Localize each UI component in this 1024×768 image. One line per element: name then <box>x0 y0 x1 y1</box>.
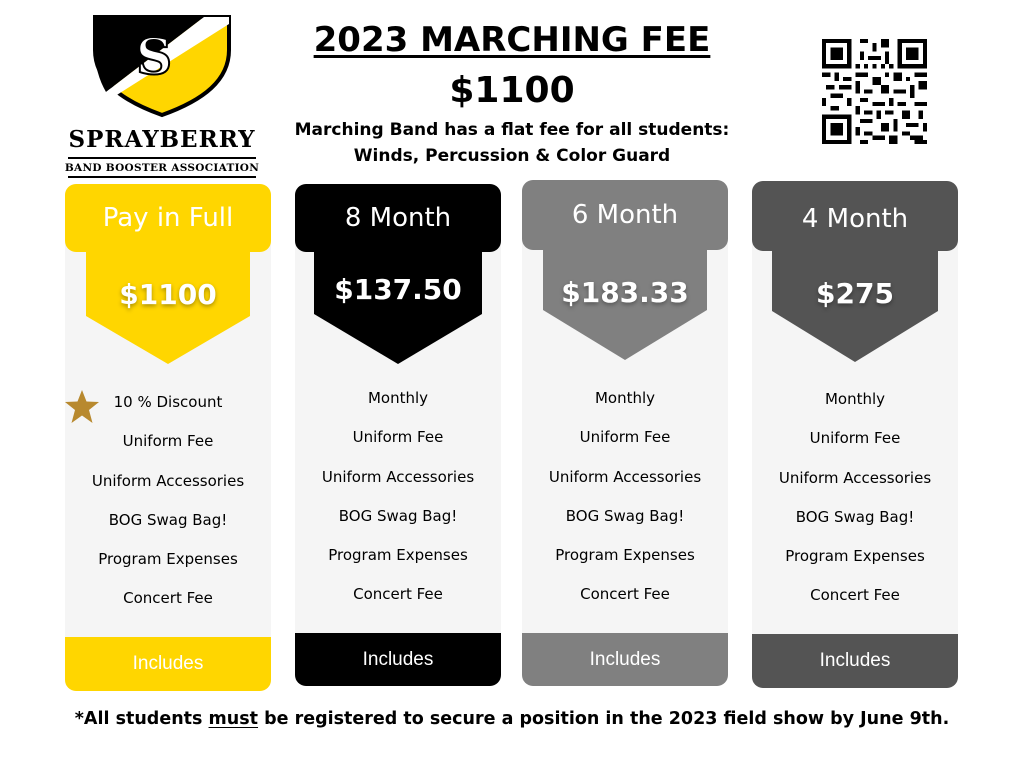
star-icon <box>63 388 101 426</box>
feature-item: Monthly <box>367 389 429 407</box>
price-pennant <box>65 184 271 369</box>
feature-item: Uniform Fee <box>579 428 671 447</box>
fee-description-line2: Winds, Percussion & Color Guard <box>353 146 671 166</box>
feature-list <box>522 388 728 624</box>
footnote-start: *All students <box>74 709 209 729</box>
logo-divider-bottom <box>68 176 256 178</box>
plan-card-4-month <box>752 181 958 688</box>
plan-title: 6 Month <box>522 180 728 250</box>
includes-label: Includes <box>522 633 728 686</box>
includes-label: Includes <box>752 634 958 688</box>
includes-label: Includes <box>295 633 501 686</box>
feature-item: BOG Swag Bag! <box>338 506 458 525</box>
price-pennant <box>522 180 728 365</box>
feature-item: Uniform Fee <box>809 429 901 448</box>
feature-item: Program Expenses <box>555 546 695 565</box>
total-fee: $1100 <box>449 70 575 111</box>
feature-item: 10 % Discount <box>113 393 223 411</box>
feature-list <box>295 388 501 624</box>
feature-item: BOG Swag Bag! <box>108 510 228 529</box>
plan-title: 8 Month <box>295 184 501 252</box>
feature-item: BOG Swag Bag! <box>795 507 915 526</box>
feature-item: Uniform Fee <box>352 428 444 447</box>
feature-item: Uniform Accessories <box>778 468 932 487</box>
logo-name: SPRAYBERRY <box>68 126 256 153</box>
emblem-letter: S <box>135 27 173 86</box>
feature-item: Concert Fee <box>810 586 900 605</box>
feature-item: Monthly <box>824 390 886 408</box>
feature-item: BOG Swag Bag! <box>565 506 685 525</box>
logo-divider <box>68 157 256 159</box>
feature-item: Program Expenses <box>785 547 925 566</box>
feature-item: Uniform Fee <box>122 432 214 451</box>
plan-price: $1100 <box>119 278 217 311</box>
registration-footnote <box>0 709 1024 729</box>
feature-item: Concert Fee <box>580 585 670 604</box>
plan-title: 4 Month <box>752 181 958 251</box>
feature-item: Monthly <box>594 389 656 407</box>
page-title: 2023 MARCHING FEE <box>313 20 711 60</box>
includes-label: Includes <box>65 637 271 691</box>
feature-item: Uniform Accessories <box>91 471 245 490</box>
plan-price: $183.33 <box>561 276 689 309</box>
feature-item: Concert Fee <box>123 589 213 608</box>
plan-price: $137.50 <box>334 273 462 306</box>
plan-price: $275 <box>816 277 894 310</box>
feature-item: Program Expenses <box>328 546 468 565</box>
logo-subtitle: BAND BOOSTER ASSOCIATION <box>64 162 260 174</box>
footnote-emphasis: must <box>208 709 259 729</box>
feature-list <box>752 389 958 625</box>
shield-emblem-icon <box>92 14 232 118</box>
footnote-end: be registered to secure a position in the 2023 field show by June 9th. <box>258 709 950 729</box>
fee-description-line1: Marching Band has a flat fee for all students: <box>294 120 730 140</box>
qr-code-icon[interactable] <box>822 39 927 144</box>
feature-item: Concert Fee <box>353 585 443 604</box>
plan-title: Pay in Full <box>65 184 271 252</box>
plan-card-6-month <box>522 180 728 686</box>
feature-item: Uniform Accessories <box>548 467 702 486</box>
plan-card-8-month <box>295 184 501 686</box>
feature-item: Program Expenses <box>98 550 238 569</box>
feature-item: Uniform Accessories <box>321 467 475 486</box>
logo <box>62 14 262 174</box>
plan-card-pay-in-full <box>65 184 271 691</box>
feature-list <box>65 392 271 628</box>
price-pennant <box>752 181 958 366</box>
